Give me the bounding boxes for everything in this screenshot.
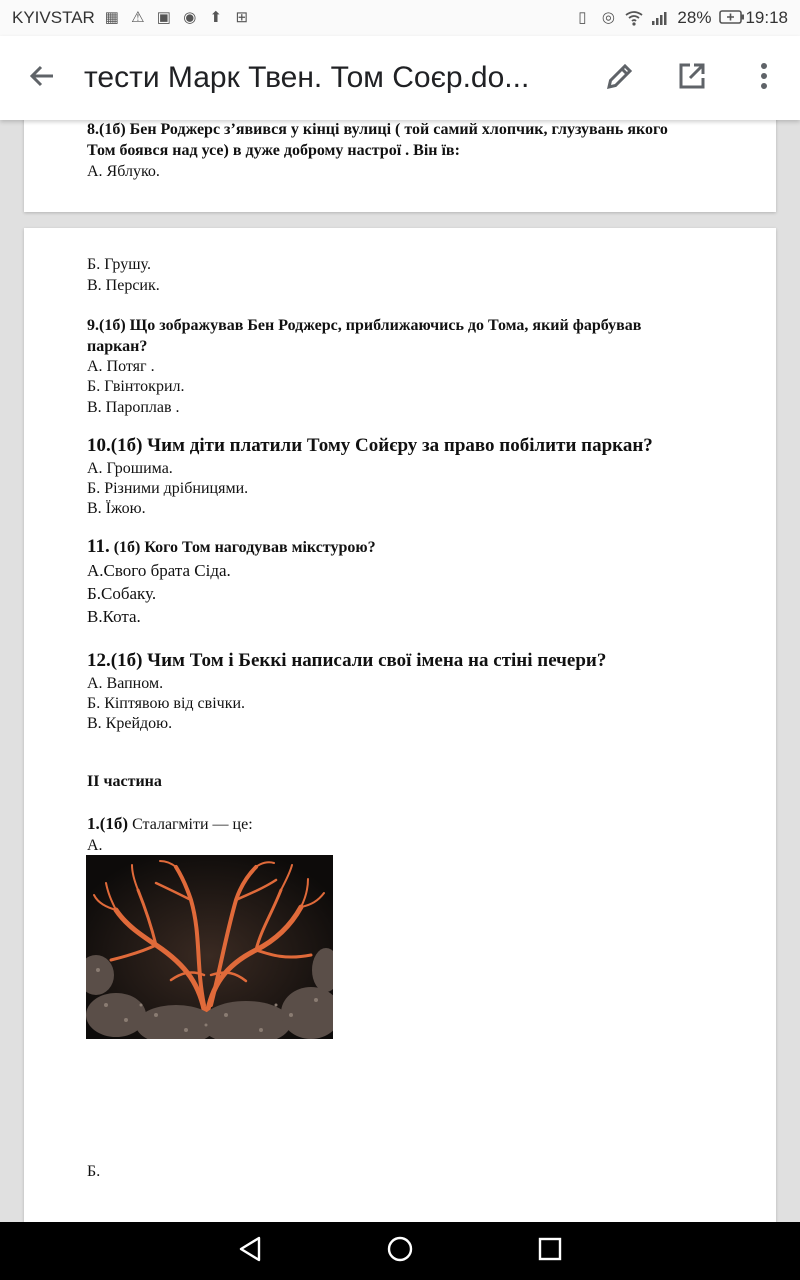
signal-icon [651, 10, 669, 26]
more-options-button[interactable] [728, 36, 800, 120]
wifi-icon [625, 10, 643, 26]
answer-10-c: В. Їжою. [87, 500, 146, 517]
warning-icon: ⚠ [131, 9, 145, 26]
sim-icon: ▦ [104, 9, 119, 26]
question-9-line-2: паркан? [87, 338, 148, 355]
answer-9-c: В. Пароплав . [87, 399, 180, 416]
battery-percent: 28% [677, 8, 712, 27]
answer-12-a: А. Вапном. [87, 675, 164, 692]
part-2-question-1 [87, 814, 253, 834]
battery-icon [719, 10, 737, 26]
document-title: тести Марк Твен. Том Соєр.do... [84, 61, 530, 94]
answer-11-b: Б.Собаку. [87, 584, 157, 603]
question-11 [87, 536, 376, 559]
status-bar [0, 0, 800, 36]
question-8-line-1: 8.(1б) Бен Роджерс з’явився у кінці вулиці ( той самий хлопчик, глузувань якого [87, 121, 668, 138]
nav-recents-icon [538, 1237, 562, 1266]
app-bar [0, 36, 800, 120]
arrow-back-icon [28, 62, 56, 95]
answer-12-b: Б. Кіптявою від свічки. [87, 695, 246, 712]
answer-9-b: Б. Гвінтокрил. [87, 378, 185, 395]
answer-8-b: Б. Грушу. [87, 256, 151, 273]
answer-11-a: А.Свого брата Сіда. [87, 561, 231, 580]
nav-back-icon [237, 1235, 263, 1268]
chrome-icon: ◉ [183, 9, 197, 26]
nav-recents-button[interactable] [530, 1231, 570, 1271]
eye-icon: ◎ [601, 9, 615, 26]
nav-home-button[interactable] [380, 1231, 420, 1271]
clock: 19:18 [745, 8, 788, 27]
part-2-question-1-text: Сталагміти — це: [132, 816, 253, 833]
status-right [573, 8, 788, 28]
open-external-icon [677, 61, 707, 96]
question-8-line-2: Том боявся над усе) в дуже доброму настрої . Він їв: [87, 142, 460, 159]
document-page [24, 120, 776, 212]
pencil-icon [605, 61, 635, 96]
part-2-question-1-number: 1.(1б) [87, 814, 129, 833]
more-vertical-icon [760, 62, 768, 95]
nav-back-button[interactable] [230, 1231, 270, 1271]
document-viewport[interactable] [0, 120, 800, 1222]
answer-8-c: В. Персик. [87, 277, 160, 294]
answer-11-c: В.Кота. [87, 607, 141, 626]
document-page [24, 228, 776, 1222]
answer-10-a: А. Грошима. [87, 460, 173, 477]
plus-box-icon: ⊞ [235, 9, 249, 26]
navigation-bar [0, 1222, 800, 1280]
status-left [12, 8, 251, 28]
gallery-icon: ▣ [156, 9, 171, 26]
question-12: 12.(1б) Чим Том і Беккі написали свої імена на стіні печери? [87, 650, 607, 671]
question-9-line-1: 9.(1б) Що зображував Бен Роджерс, приближаючись до Тома, який фарбував [87, 317, 642, 334]
back-button[interactable] [0, 36, 84, 120]
edit-button[interactable] [584, 36, 656, 120]
question-10: 10.(1б) Чим діти платили Тому Сойєру за право побілити паркан? [87, 435, 653, 456]
answer-p2-1-a: А. [87, 837, 103, 854]
coral-illustration [86, 855, 333, 1039]
vibrate-icon: ▯ [578, 9, 587, 26]
question-11-text: (1б) Кого Том нагодував мікстурою? [113, 539, 376, 556]
answer-9-a: А. Потяг . [87, 358, 155, 375]
answer-8-a: А. Яблуко. [87, 163, 160, 180]
question-11-number: 11. [87, 536, 110, 557]
open-with-button[interactable] [656, 36, 728, 120]
carrier-name: KYIVSTAR [12, 8, 95, 27]
answer-10-b: Б. Різними дрібницями. [87, 480, 249, 497]
part-2-heading: II частина [87, 773, 162, 790]
answer-12-c: В. Крейдою. [87, 715, 173, 732]
answer-p2-1-b: Б. [87, 1163, 101, 1180]
nav-home-icon [386, 1235, 414, 1268]
upload-icon: ⬆ [209, 9, 223, 26]
